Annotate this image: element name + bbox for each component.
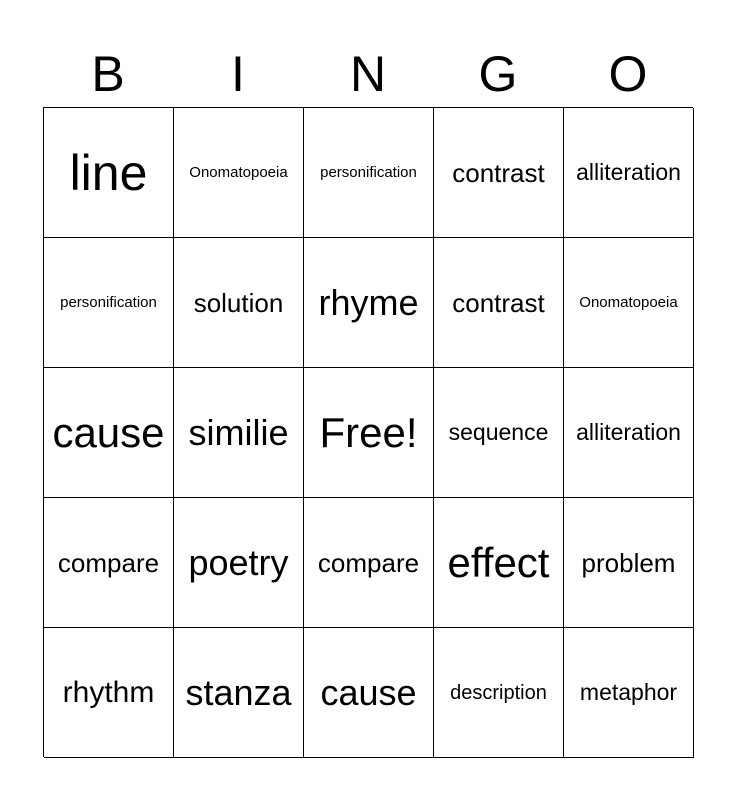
bingo-cell-r2-c4[interactable]: alliteration	[564, 368, 694, 498]
header-letter-i: I	[231, 46, 245, 102]
bingo-cell-r0-c0[interactable]: line	[44, 108, 174, 238]
bingo-cell-r0-c2[interactable]: personification	[304, 108, 434, 238]
bingo-cell-r1-c3[interactable]: contrast	[434, 238, 564, 368]
bingo-cell-r2-c0[interactable]: cause	[44, 368, 174, 498]
header-letter-b: B	[91, 46, 125, 102]
header-letter-n: N	[349, 46, 387, 102]
bingo-cell-r4-c2[interactable]: cause	[304, 628, 434, 758]
bingo-header	[43, 40, 693, 108]
bingo-cell-r4-c1[interactable]: stanza	[174, 628, 304, 758]
bingo-cell-r1-c2[interactable]: rhyme	[304, 238, 434, 368]
bingo-cell-r0-c3[interactable]: contrast	[434, 108, 564, 238]
bingo-cell-free[interactable]: Free!	[304, 368, 434, 498]
bingo-cell-r2-c3[interactable]: sequence	[434, 368, 564, 498]
header-letter-o: O	[608, 46, 648, 102]
bingo-cell-r1-c0[interactable]: personification	[44, 238, 174, 368]
bingo-cell-r0-c4[interactable]: alliteration	[564, 108, 694, 238]
bingo-cell-r4-c4[interactable]: metaphor	[564, 628, 694, 758]
bingo-cell-r1-c4[interactable]: Onomatopoeia	[564, 238, 694, 368]
bingo-cell-r4-c0[interactable]: rhythm	[44, 628, 174, 758]
bingo-cell-r3-c1[interactable]: poetry	[174, 498, 304, 628]
bingo-board	[43, 107, 693, 757]
header-letter-g: G	[478, 46, 518, 102]
bingo-cell-r2-c1[interactable]: similie	[174, 368, 304, 498]
bingo-cell-r0-c1[interactable]: Onomatopoeia	[174, 108, 304, 238]
bingo-cell-r3-c0[interactable]: compare	[44, 498, 174, 628]
bingo-cell-r3-c2[interactable]: compare	[304, 498, 434, 628]
bingo-cell-r3-c4[interactable]: problem	[564, 498, 694, 628]
bingo-cell-r4-c3[interactable]: description	[434, 628, 564, 758]
bingo-cell-r1-c1[interactable]: solution	[174, 238, 304, 368]
bingo-cell-r3-c3[interactable]: effect	[434, 498, 564, 628]
